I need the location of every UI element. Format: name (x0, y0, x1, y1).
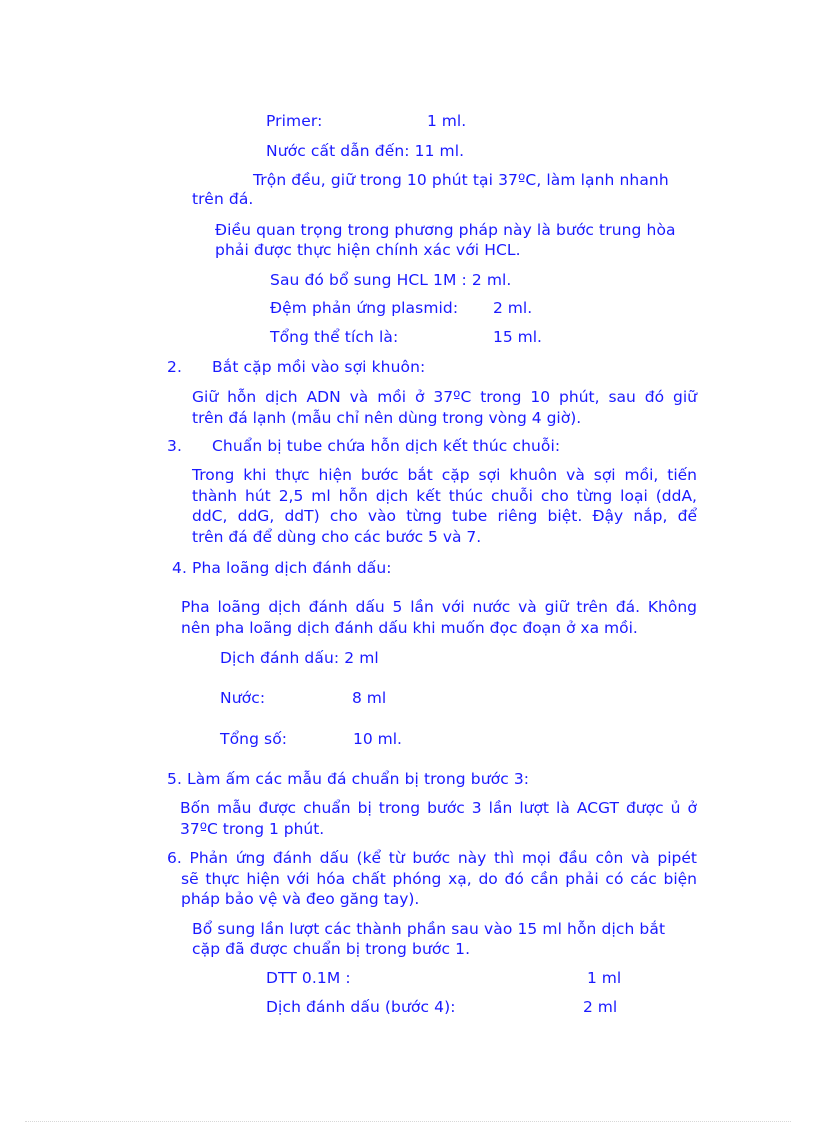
step3-body-line-3: ddC, ddG, ddT) cho vào từng tube riêng biệt. Đậy nắp, để (192, 507, 697, 525)
step6-heading-line-1: 6. Phản ứng đánh dấu (kể từ bước này thì mọi đầu côn và pipét (167, 849, 697, 867)
step3-body (192, 465, 697, 547)
step6-body-line-1: Bổ sung lần lượt các thành phần sau vào 15 ml hỗn dịch bắt (192, 920, 666, 938)
sum-label: Tổng số: (220, 730, 288, 748)
total-volume-value: 15 ml. (493, 328, 542, 346)
step3-body-line-1: Trong khi thực hiện bước bắt cặp sợi khuôn và sợi mồi, tiến (192, 466, 697, 484)
important-line-2: phải được thực hiện chính xác với HCL. (215, 241, 521, 259)
mix-line-1: Trộn đều, giữ trong 10 phút tại 37ºC, làm lạnh nhanh (253, 171, 669, 189)
buffer-value: 2 ml. (493, 299, 533, 317)
dtt-label: DTT 0.1M : (266, 969, 351, 987)
dtt-value: 1 ml (587, 969, 622, 987)
step2-body-line-1: Giữ hỗn dịch ADN và mồi ở 37ºC trong 10 phút, sau đó giữ (192, 388, 697, 406)
marker-dye-line: Dịch đánh dấu: 2 ml (220, 649, 379, 667)
step3-body-line-4: trên đá để dùng cho các bước 5 và 7. (192, 527, 482, 546)
sum-value: 10 ml. (353, 730, 402, 748)
water-line: Nước cất dẫn đến: 11 ml. (266, 142, 465, 160)
step2-heading: Bắt cặp mồi vào sợi khuôn: (212, 358, 426, 376)
step2-number: 2. (167, 358, 182, 376)
step6-heading-line-3: pháp bảo vệ và đeo găng tay). (181, 890, 420, 908)
marker-dye-step4-label: Dịch đánh dấu (bước 4): (266, 998, 456, 1016)
important-line-1: Điều quan trọng trong phương pháp này là bước trung hòa (215, 221, 676, 239)
step4-body-line-2: nên pha loãng dịch đánh dấu khi muốn đọc đoạn ở xa mồi. (181, 618, 638, 637)
primer-label: Primer: (266, 112, 323, 130)
hcl-line: Sau đó bổ sung HCL 1M : 2 ml. (270, 271, 512, 289)
step6-heading-line-2: sẽ thực hiện với hóa chất phóng xạ, do đó cần phải có các biện (181, 869, 697, 888)
step4-body-line-1: Pha loãng dịch đánh dấu 5 lần với nước và giữ trên đá. Không (181, 598, 697, 616)
step4-heading: 4. Pha loãng dịch đánh dấu: (172, 559, 392, 577)
step6-heading (167, 848, 697, 910)
step2-body (192, 387, 697, 428)
water-value: 8 ml (352, 689, 387, 707)
step3-body-line-2: thành hút 2,5 ml hỗn dịch kết thúc chuỗi cho từng loại (ddA, (192, 486, 697, 505)
step5-body-line-2: 37ºC trong 1 phút. (180, 819, 325, 838)
step4-body (181, 597, 697, 638)
step5-body-line-1: Bốn mẫu được chuẩn bị trong bước 3 lần lượt là ACGT được ủ ở (180, 799, 697, 817)
water-label: Nước: (220, 689, 266, 707)
step3-number: 3. (167, 437, 182, 455)
step3-heading: Chuẩn bị tube chứa hỗn dịch kết thúc chuỗi: (212, 437, 561, 455)
buffer-label: Đệm phản ứng plasmid: (270, 299, 459, 317)
total-volume-label: Tổng thể tích là: (270, 328, 399, 346)
step6-body-line-2: cặp đã được chuẩn bị trong bước 1. (192, 940, 471, 958)
mix-line-2: trên đá. (192, 190, 254, 208)
step5-body (180, 798, 697, 839)
page-bottom-rule (25, 1121, 791, 1122)
step5-heading: 5. Làm ấm các mẫu đá chuẩn bị trong bước 3: (167, 770, 530, 788)
primer-value: 1 ml. (427, 112, 467, 130)
step2-body-line-2: trên đá lạnh (mẫu chỉ nên dùng trong vòng 4 giờ). (192, 408, 582, 427)
marker-dye-step4-value: 2 ml (583, 998, 618, 1016)
